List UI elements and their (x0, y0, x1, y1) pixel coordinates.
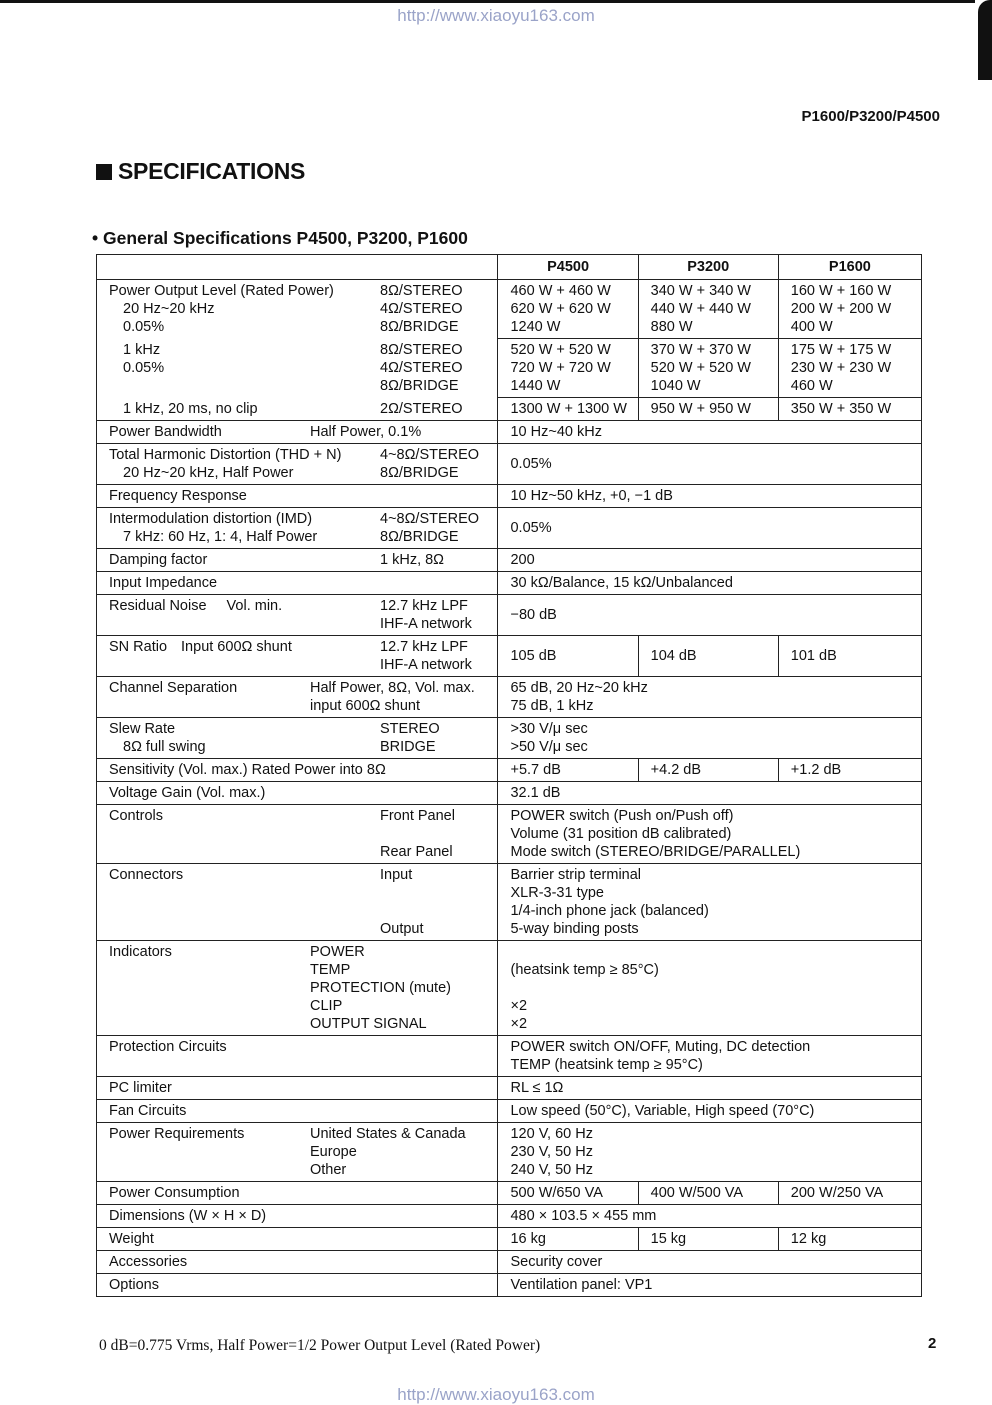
value-cell: +1.2 dB (778, 759, 921, 782)
table-row (97, 864, 922, 941)
row-sublabel: 8Ω full swing (123, 739, 206, 755)
row-label-cell (97, 677, 498, 718)
row-label-cell (97, 398, 498, 421)
row-condition: 4~8Ω/STEREO (380, 511, 480, 527)
value-cell: 0.05% (498, 444, 922, 485)
table-row (97, 1251, 922, 1274)
row-label-cell: Power Consumption (97, 1182, 498, 1205)
table-row (97, 339, 922, 398)
load-label: 2Ω/STEREO (380, 400, 463, 417)
col-p1600: P1600 (778, 255, 921, 280)
row-condition: BRIDGE (380, 739, 436, 755)
load-label: 8Ω/STEREO (380, 283, 463, 299)
table-row (97, 677, 922, 718)
value-cell: 400 W/500 VA (638, 1182, 778, 1205)
value: TEMP (heatsink temp ≥ 95°C) (510, 1057, 703, 1073)
list-item: Europe (310, 1144, 357, 1160)
value-cell: 105 dB (498, 636, 638, 677)
row-sublabel: 0.05% (123, 359, 165, 376)
value-cell: 10 Hz~40 kHz (498, 421, 922, 444)
row-label-cell (97, 718, 498, 759)
row-label-cell: Options (97, 1274, 498, 1297)
region-list (310, 1125, 466, 1179)
row-sublabel: 20 Hz~20 kHz (123, 301, 215, 317)
row-label: Channel Separation (109, 680, 238, 696)
row-conditions (380, 597, 472, 633)
table-row (97, 1228, 922, 1251)
row-label-cell: Input Impedance (97, 572, 498, 595)
value: Volume (31 position dB calibrated) (510, 826, 732, 842)
value-cell (498, 941, 922, 1036)
value: 200 W + 200 W (790, 301, 892, 317)
row-conditions (310, 679, 475, 715)
table-row (97, 805, 922, 864)
value: Barrier strip terminal (510, 867, 642, 883)
value: 520 W + 520 W (650, 360, 751, 376)
load-label: 8Ω/STEREO (380, 341, 463, 358)
row-label-cell (97, 549, 498, 572)
value: 230 V, 50 Hz (510, 1144, 593, 1160)
col-p4500: P4500 (498, 255, 638, 280)
value-cell (498, 677, 922, 718)
load-label: 4Ω/STEREO (380, 301, 463, 317)
row-label: Total Harmonic Distortion (THD + N) (109, 447, 342, 463)
row-label-cell (97, 339, 498, 398)
list-item: TEMP (310, 962, 351, 978)
value: 400 W (790, 319, 833, 335)
row-condition: 8Ω/BRIDGE (380, 529, 459, 545)
row-label-cell (97, 595, 498, 636)
row-conditions (380, 446, 479, 482)
load-label: 8Ω/BRIDGE (380, 319, 459, 335)
value-cell: +4.2 dB (638, 759, 778, 782)
row-label-cell: Voltage Gain (Vol. max.) (97, 782, 498, 805)
section-title-text: General Specifications P4500, P3200, P1600 (103, 228, 468, 248)
row-condition: 12.7 kHz LPF (380, 598, 468, 614)
table-row (97, 485, 922, 508)
bullet-square-icon (96, 164, 112, 180)
row-label-cell: Frequency Response (97, 485, 498, 508)
value-cell (498, 280, 638, 339)
value: 160 W + 160 W (790, 283, 892, 299)
section-title: • General Specifications P4500, P3200, P1600 (92, 228, 468, 248)
row-label: Power Output Level (Rated Power) (109, 283, 334, 299)
table-row (97, 1036, 922, 1077)
page-title (96, 158, 305, 185)
table-row (97, 1077, 922, 1100)
value: 720 W + 720 W (510, 360, 611, 376)
row-label-cell: PC limiter (97, 1077, 498, 1100)
value-cell (778, 280, 921, 339)
row-label: Connectors (109, 867, 184, 883)
table-row (97, 1182, 922, 1205)
row-label-cell: Fan Circuits (97, 1100, 498, 1123)
value: 1040 W (650, 378, 701, 394)
table-row (97, 718, 922, 759)
list-item: POWER (310, 944, 365, 960)
value-cell (498, 1036, 922, 1077)
row-conditions (380, 638, 472, 674)
value: 240 V, 50 Hz (510, 1162, 593, 1178)
value-cell: 101 dB (778, 636, 921, 677)
row-label-cell: Protection Circuits (97, 1036, 498, 1077)
table-row (97, 1274, 922, 1297)
table-row (97, 444, 922, 485)
value: 1440 W (510, 378, 561, 394)
value: >50 V/μ sec (510, 739, 588, 755)
table-row (97, 595, 922, 636)
value: 440 W + 440 W (650, 301, 751, 317)
table-row (97, 549, 922, 572)
model-header: P1600/P3200/P4500 (801, 108, 940, 125)
row-conditions (380, 720, 440, 756)
value-cell: 480 × 103.5 × 455 mm (498, 1205, 922, 1228)
table-row (97, 572, 922, 595)
load-label: 8Ω/BRIDGE (380, 377, 459, 394)
row-sublabel: 0.05% (123, 319, 165, 335)
row-label-cell (97, 444, 498, 485)
value: 370 W + 370 W (650, 342, 751, 358)
value: 230 W + 230 W (790, 360, 892, 376)
load-conditions (380, 282, 463, 336)
row-condition: 8Ω/BRIDGE (380, 465, 459, 481)
value-cell: 200 W/250 VA (778, 1182, 921, 1205)
row-label: Power Bandwidth (109, 424, 222, 440)
value: 520 W + 520 W (510, 342, 611, 358)
row-condition: Rear Panel (380, 844, 453, 860)
value-cell: Ventilation panel: VP1 (498, 1274, 922, 1297)
row-label: Controls (109, 808, 163, 824)
spec-table (96, 254, 922, 1297)
value (510, 943, 921, 961)
list-item: CLIP (310, 998, 343, 1014)
value: 5-way binding posts (510, 921, 639, 937)
row-label-cell (97, 864, 498, 941)
value-cell: 30 kΩ/Balance, 15 kΩ/Unbalanced (498, 572, 922, 595)
row-sublabel: 1 kHz, 20 ms, no clip (123, 400, 258, 417)
value: 75 dB, 1 kHz (510, 698, 594, 714)
row-sublabel: 20 Hz~20 kHz, Half Power (123, 465, 294, 481)
value: XLR-3-31 type (510, 885, 604, 901)
row-condition: 4~8Ω/STEREO (380, 447, 480, 463)
page-number: 2 (928, 1335, 937, 1352)
value-cell (498, 1123, 922, 1182)
value-cell: 950 W + 950 W (638, 398, 778, 421)
row-condition: input 600Ω shunt (310, 698, 421, 714)
table-row (97, 782, 922, 805)
value: 1/4-inch phone jack (balanced) (510, 903, 709, 919)
value-cell (498, 864, 922, 941)
row-label-cell: Accessories (97, 1251, 498, 1274)
row-condition: Output (380, 921, 424, 937)
value-cell: +5.7 dB (498, 759, 638, 782)
row-label-cell (97, 421, 498, 444)
value-cell: 10 Hz~50 kHz, +0, −1 dB (498, 485, 922, 508)
value-cell: 200 (498, 549, 922, 572)
row-conditions (380, 866, 424, 938)
value: Mode switch (STEREO/BRIDGE/PARALLEL) (510, 844, 801, 860)
table-row (97, 421, 922, 444)
table-header-row (97, 255, 922, 280)
row-conditions (380, 510, 479, 546)
value-cell (638, 339, 778, 398)
value-cell: Security cover (498, 1251, 922, 1274)
row-conditions (380, 807, 455, 861)
load-conditions (380, 341, 463, 395)
row-sublabel: 7 kHz: 60 Hz, 1: 4, Half Power (123, 529, 318, 545)
row-label: Power Requirements (109, 1126, 245, 1142)
value: 880 W (650, 319, 693, 335)
list-item: Other (310, 1162, 347, 1178)
value-cell (778, 339, 921, 398)
footnote: 0 dB=0.775 Vrms, Half Power=1/2 Power Output Level (Rated Power) (99, 1337, 541, 1354)
value: ×2 (510, 998, 528, 1014)
row-condition: IHF-A network (380, 657, 472, 673)
row-label: Intermodulation distortion (IMD) (109, 511, 313, 527)
table-row (97, 1205, 922, 1228)
list-item: OUTPUT SIGNAL (310, 1016, 427, 1032)
row-label-cell: Dimensions (W × H × D) (97, 1205, 498, 1228)
value-cell: 350 W + 350 W (778, 398, 921, 421)
value: 340 W + 340 W (650, 283, 751, 299)
page-title-text: SPECIFICATIONS (118, 158, 306, 184)
row-condition: Front Panel (380, 808, 455, 824)
header-blank (97, 255, 498, 280)
row-condition: Half Power, 8Ω, Vol. max. (310, 680, 475, 696)
source-url-bottom: http://www.xiaoyu163.com (397, 1385, 595, 1404)
value: 460 W (790, 378, 833, 394)
source-url-top: http://www.xiaoyu163.com (397, 6, 595, 25)
load-label: 4Ω/STEREO (380, 359, 463, 376)
value-cell: RL ≤ 1Ω (498, 1077, 922, 1100)
value-cell: 104 dB (638, 636, 778, 677)
row-midlabel: Vol. min. (226, 598, 283, 614)
row-condition: IHF-A network (380, 616, 472, 632)
table-row (97, 508, 922, 549)
row-label-cell (97, 941, 498, 1036)
value-cell: 0.05% (498, 508, 922, 549)
value-cell (498, 718, 922, 759)
list-item: PROTECTION (mute) (310, 980, 451, 996)
row-label-cell: Weight (97, 1228, 498, 1251)
row-condition: STEREO (380, 721, 440, 737)
col-p3200: P3200 (638, 255, 778, 280)
value: 175 W + 175 W (790, 342, 892, 358)
row-condition: 1 kHz, 8Ω (380, 552, 445, 568)
value: 620 W + 620 W (510, 301, 611, 317)
row-label-cell (97, 805, 498, 864)
row-label-cell (97, 508, 498, 549)
row-label-cell: Sensitivity (Vol. max.) Rated Power into 8Ω (97, 759, 498, 782)
value-cell (638, 280, 778, 339)
table-row (97, 398, 922, 421)
value-cell (498, 339, 638, 398)
row-label: Damping factor (109, 552, 208, 568)
value: ×2 (510, 1016, 528, 1032)
value: (heatsink temp ≥ 85°C) (510, 962, 659, 978)
value (510, 979, 921, 997)
row-label-cell (97, 280, 498, 339)
row-condition: Half Power, 0.1% (310, 424, 422, 440)
value: POWER switch (Push on/Push off) (510, 808, 734, 824)
indicator-list (310, 943, 451, 1033)
row-label: Indicators (109, 944, 172, 960)
value-cell: 1300 W + 1300 W (498, 398, 638, 421)
row-label: Slew Rate (109, 721, 176, 737)
value: >30 V/μ sec (510, 721, 588, 737)
row-sublabel: 1 kHz (123, 341, 161, 358)
table-row (97, 280, 922, 339)
value-cell: 15 kg (638, 1228, 778, 1251)
table-row (97, 1100, 922, 1123)
row-label-cell (97, 1123, 498, 1182)
value-cell: −80 dB (498, 595, 922, 636)
value: 65 dB, 20 Hz~20 kHz (510, 680, 648, 696)
value-cell: 500 W/650 VA (498, 1182, 638, 1205)
row-condition: Input (380, 867, 413, 883)
value: 120 V, 60 Hz (510, 1126, 593, 1142)
row-condition: 12.7 kHz LPF (380, 639, 468, 655)
row-label-text: SN Ratio (109, 639, 168, 655)
value-cell: 16 kg (498, 1228, 638, 1251)
top-border-line (0, 0, 975, 3)
row-label-text: Residual Noise (109, 598, 207, 614)
value-cell (498, 805, 922, 864)
table-row (97, 941, 922, 1036)
row-label-cell (97, 636, 498, 677)
value: 460 W + 460 W (510, 283, 611, 299)
value: POWER switch ON/OFF, Muting, DC detection (510, 1039, 811, 1055)
value-cell: 12 kg (778, 1228, 921, 1251)
table-row (97, 1123, 922, 1182)
row-midlabel: Input 600Ω shunt (181, 639, 292, 655)
list-item: United States & Canada (310, 1126, 466, 1142)
value-cell: Low speed (50°C), Variable, High speed (70°C) (498, 1100, 922, 1123)
value-cell: 32.1 dB (498, 782, 922, 805)
table-row (97, 636, 922, 677)
value: 1240 W (510, 319, 561, 335)
table-row (97, 759, 922, 782)
